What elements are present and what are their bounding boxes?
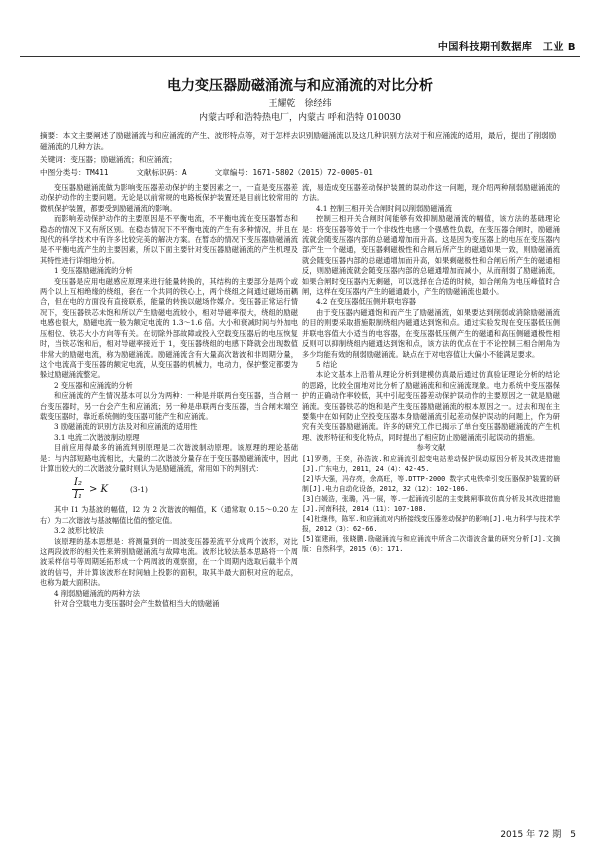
ratio-formula xyxy=(72,477,298,502)
paragraph: 其中 I1 为基波的幅值，I2 为 2 次谐波的幅值，K（通常取 0.15～0.20 左右）为二次谐波与基波幅值比值的整定值。 xyxy=(40,505,298,525)
reference-item: [5]崔建雨，张晓鹏.励磁涌流与和应涌流中所含二次谐波含量的研究分析[J].文摘版：自然科学，2015（6）：171. xyxy=(302,534,560,553)
page-header xyxy=(0,0,600,70)
formula-numerator: I₂ xyxy=(74,477,82,489)
affiliation: 内蒙古呼和浩特热电厂，内蒙古 呼和浩特 010030 xyxy=(198,113,402,123)
journal-name: 中国科技期刊数据库 工业 B xyxy=(437,42,576,53)
reference-item: [4]杜继伟，陈军.和应涌流对内桥接线变压器差动保护的影响[J].电力科学与技术学报，2012（3）：62-66. xyxy=(302,514,560,533)
section-heading: 5 结论 xyxy=(316,359,338,369)
reference-item: [3]白媛浩，张璐，冯一展，等.一起涌流引起的主变跳闸事故仿真分析及其改进措施[J].河南科技，2014（11）：107-108. xyxy=(302,494,560,513)
references-heading: 参考文献 xyxy=(416,443,446,453)
section-heading: 3.2 波形比较法 xyxy=(54,526,104,536)
document-code: 文献标识码：A xyxy=(136,168,187,177)
paragraph: 而影响差动保护动作的主要原因是不平衡电流，不平衡电流在变压器暂态和稳态的情况下又有所区别。在稳态情况下不平衡电流的产生有多种情况，并且在现代的科学技术中有许多比较完美的解决方案。在暂态的情况下变压器励磁涌流是不平衡电流产生的主要因素，所以下面主要针对变压器励磁涌流的产生机理及其特性进行详细地分析。 xyxy=(40,214,298,265)
page-footer: 2015 年 72 期 5 xyxy=(500,830,576,840)
section-heading: 4.2 在变压器低压侧并联电容器 xyxy=(316,297,416,307)
paragraph: 流，易造成变压器差动保护装置的误动作这一问题，现介绍两种削弱励磁涌流的方法。 xyxy=(302,183,560,203)
paragraph: 该原理的基本思想是：将测量到的一周波变压器差流平分成两个波形，对比这两段波形的相关性来辨别励磁涌流与故障电流。波形比较法基本思路将一个周波采样信号等周期延拓形成一个两周波的观察窗，在一个周期内选取后截半个周波的信号，并计算该波形在时间轴上投影的面积，取其半最大面积对应的起点，也称为最大面积法。 xyxy=(40,536,298,588)
clc-number: 中图分类号：TM411 xyxy=(40,168,109,177)
section-heading: 3.1 电流二次谐波制动原理 xyxy=(54,432,140,442)
paragraph: 由于变压器内磁通饱和而产生了励磁涌流，如果要达到削弱或消除励磁涌流的目的则要采取措施限制绕组内磁通达到饱和点。通过实验发现在变压器低压侧并联电容值大小适当的电容器，在变压器低压侧产生的磁通和高压侧磁通极性相反则可以抑制绕组内磁通达到饱和点，该方法的优点在于不论控制三相合闸角为多少均能有效的削弱励磁涌流。缺点在于对电容值让大偏小不能满足要求。 xyxy=(302,307,560,359)
section-heading: 1 变压器励磁涌流的分析 xyxy=(54,266,133,276)
paragraph: 控制三相开关合闸时间能够有效抑制励磁涌流的幅值，该方法的基础理论是：将变压器等效于一个非线性电感一个强感性负载，在变压器合闸时，励磁涌流就会随变压器内部的总磁通增加而升高。这是因为变压器上的电压在变压器内部产生一个磁通，变压器剩磁极性和合闸后所产生的磁通如果一致，则励磁涌流就会随变压器内部的总磁通增加而升高，如果剩磁极性和合闸后所产生的磁通相反，则励磁涌流就会随变压器内部的总磁通增加而减小，从而削弱了励磁涌流，如果合闸时变压器内无剩磁，可以选择在合适的时候，如合闸角为电压峰值时合闸，这样在变压器内产生的磁通最小，产生的励磁涌流也最小。 xyxy=(302,214,560,297)
formula-denominator: I₁ xyxy=(74,490,82,502)
reference-item: [1]罗勇，王奕，孙浩波.和应涌流引起变电站差动保护误动原因分析及其改进措施[J].广东电力，2011，24（4）：42-45. xyxy=(302,454,560,473)
abstract: 摘要：本文主要阐述了励磁涌流与和应涌流的产生、波形特点等，对于怎样去识别励磁涌流以及这几种识别方法对于和应涌流的适用，最后，提出了削弱励磁涌流的几种方法。 xyxy=(40,131,557,151)
article-number: 文章编号：1671-5802（2015）72-0005-01 xyxy=(214,168,373,177)
paragraph: 变压器励磁涌流做为影响变压器差动保护的主要因素之一，一直是变压器差动保护动作的主要问题。无论是以前常规的电路板保护装置还是目前比较常用的微机保护装置，都要受到励磁涌流的影响。 xyxy=(40,183,298,213)
paragraph: 针对合空载电力变压器时会产生数值相当大的励磁涌 xyxy=(54,599,220,609)
authors: 王耀乾 徐经纬 xyxy=(268,99,332,109)
section-heading: 3 励磁涌流的识别方法及对和应涌流的适用性 xyxy=(54,422,198,432)
left-column xyxy=(40,183,298,609)
article-meta xyxy=(40,167,560,178)
fraction xyxy=(72,477,84,502)
section-heading: 4 削弱励磁涌流的两种方法 xyxy=(54,588,140,598)
formula-relation: > K xyxy=(88,483,108,495)
header-rule xyxy=(20,56,580,57)
formula-label: (3-1) xyxy=(130,484,148,494)
reference-item: [2]毕大强，冯存亮，余高旺，等.DTTP-2000 数字式电铁牵引变压器保护装置的研制[J].电力自动化设备，2012，32（12）：102-106. xyxy=(302,474,560,493)
paragraph: 本论文基本上沿着从理论分析到建模仿真最后通过仿真验证理论分析的结论的思路，比较全面地对比分析了励磁涌流和和应涌流现象。电力系统中变压器保护的正确动作率较低，其中引起变压器差动保护误动作的主要原因之一就是励磁涌流。变压器铁芯的饱和是产生变压器励磁涌流的根本原因之一。过去和现在主要集中在如何防止空投变压器本身励磁涌流引起差动保护误动的问题上，作为研究有关变压器励磁涌流。许多的研究工作已揭示了单台变压器励磁涌流的产生机理、波形特征和变化特点，同时提出了相应防止励磁涌流引起误动的措施。 xyxy=(302,370,560,442)
right-column xyxy=(302,183,560,554)
paragraph: 目前应用得最多的涌流判别原理是二次谐波制动原理。该原理的理论基础是：与内部短路电流相比，大量的二次谐波分量存在于变压器励磁涌流中，因此计算出较大的二次谐波分量时则认为是励磁涌流，常用如下的判别式： xyxy=(40,443,298,473)
section-heading: 2 变压器和应涌流的分析 xyxy=(54,380,133,390)
article-title: 电力变压器励磁涌流与和应涌流的对比分析 xyxy=(167,78,433,94)
keywords: 关键词：变压器；励磁涌流；和应涌流； xyxy=(40,155,177,164)
paragraph: 变压器是应用电磁感应原理来进行能量转换的，其结构的主要部分是两个或两个以上互相绝缘的绕组，套在一个共同的铁心上，两个绕组之间通过磁场而耦合，但在电的方面没有直接联系，能量的转换以磁场作媒介。变压器正常运行情况下，变压器铁芯未饱和所以产生励磁电流较小，相对导磁率很大，绕组的励磁电感也很大，励磁电流一般为额定电流的 1.3～1.6 倍。大小和衰减时间与外加电压相位、铁芯大小方向等有关。在切除外部故障或投入空载变压器后的电压恢复时，当铁芯饱和后，相对导磁率接近于 1，变压器绕组的电感下降就会出现数值非常大的励磁电流，称为励磁涌流。励磁涌流含有大量高次谐波和非周期分量，这个电流高于变压器的额定电流，从变压器的机械力，电动力，保护整定都要为躲过励磁涌流整定。 xyxy=(40,276,298,380)
section-heading: 4.1 控制三相开关合闸时间以削弱励磁涌流 xyxy=(316,203,452,213)
paragraph: 和应涌流的产生情况基本可以分为两种：一种是并联两台变压器，当合闸一台变压器时，另一台会产生和应涌流；另一种是串联两台变压器，当合闸末端空载变压器时，靠近系统侧的变压器可能产生和应涌流。 xyxy=(40,391,298,421)
